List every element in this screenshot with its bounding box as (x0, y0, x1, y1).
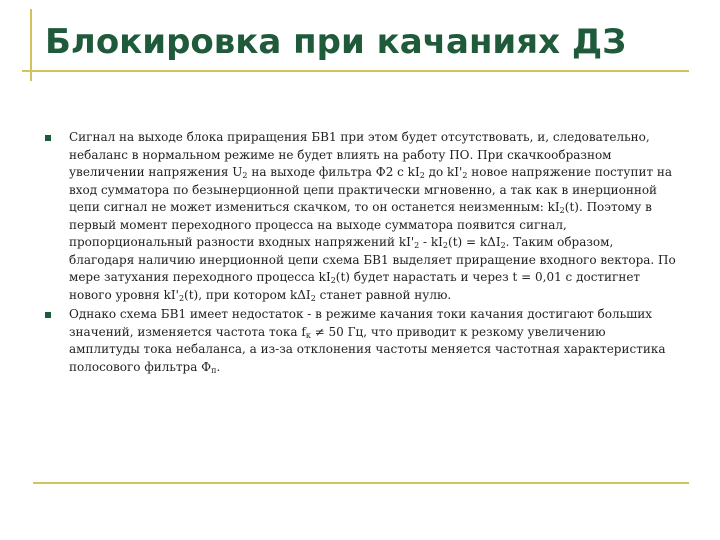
slide-title: Блокировка при качаниях ДЗ (45, 22, 627, 62)
subscript: 2 (419, 171, 425, 180)
bullet-text: Сигнал на выходе блока приращения БВ1 при этом будет отсутствовать, и, следовательно, небаланс в нормальном режиме не будет влиять на работу ПО. При скачкообразном увеличении напряжения $U_2$ на выходе фильтра Ф2 с $kI_2$ до $kI'_2$ новое напряжение поступит на вход сумматора по безынерционной цепи практически мгновенно, а так как в инерционной цепи сигнал не может измениться скачком, то он останется неизменным: $kI_2(t)$. Поэтому в первый момент переходного процесса на выходе сумматора появится сигнал, пропорциональный разности входных напряжений $kI'_2 - kI_2(t) = k\Delta I_2$. Таким образом, благодаря наличию инерционной цепи схема БВ1 выделяет приращение входного вектора. По мере затухания переходного процесса $kI_2(t)$ будет нарастать и через t = 0,01 с достигнет нового уровня $kI'_2(t)$, при котором kΔI$_2$ станет равной нулю. (69, 130, 676, 303)
subscript: 2 (414, 241, 420, 250)
bullet-item (0, 129, 680, 304)
subscript: 2 (242, 171, 248, 180)
bullet-text: Однако схема БВ1 имеет недостаток - в режиме качания токи качания достигают больших значений, изменяется частота тока $f_к \ne 50$ Гц, что приводит к резкому увеличению амплитуды тока небаланса, а из-за отклонения частоты меняется частотная характеристика полосового фильтра $Ф_п$. (69, 307, 666, 375)
subscript: 2 (462, 171, 468, 180)
title-underline (22, 70, 689, 72)
footer-line (33, 482, 689, 484)
bullet-list (0, 129, 720, 376)
subscript: к (305, 330, 311, 340)
bullet-item (0, 306, 680, 376)
square-bullet-icon (45, 135, 51, 141)
subscript: 2 (178, 293, 185, 303)
subscript: 2 (442, 241, 449, 250)
subscript: 2 (559, 206, 565, 215)
subscript: 2 (330, 276, 336, 285)
square-bullet-icon (45, 312, 51, 318)
subscript: п (211, 365, 217, 375)
subscript: 2 (500, 241, 506, 250)
subscript: 2 (310, 293, 316, 303)
